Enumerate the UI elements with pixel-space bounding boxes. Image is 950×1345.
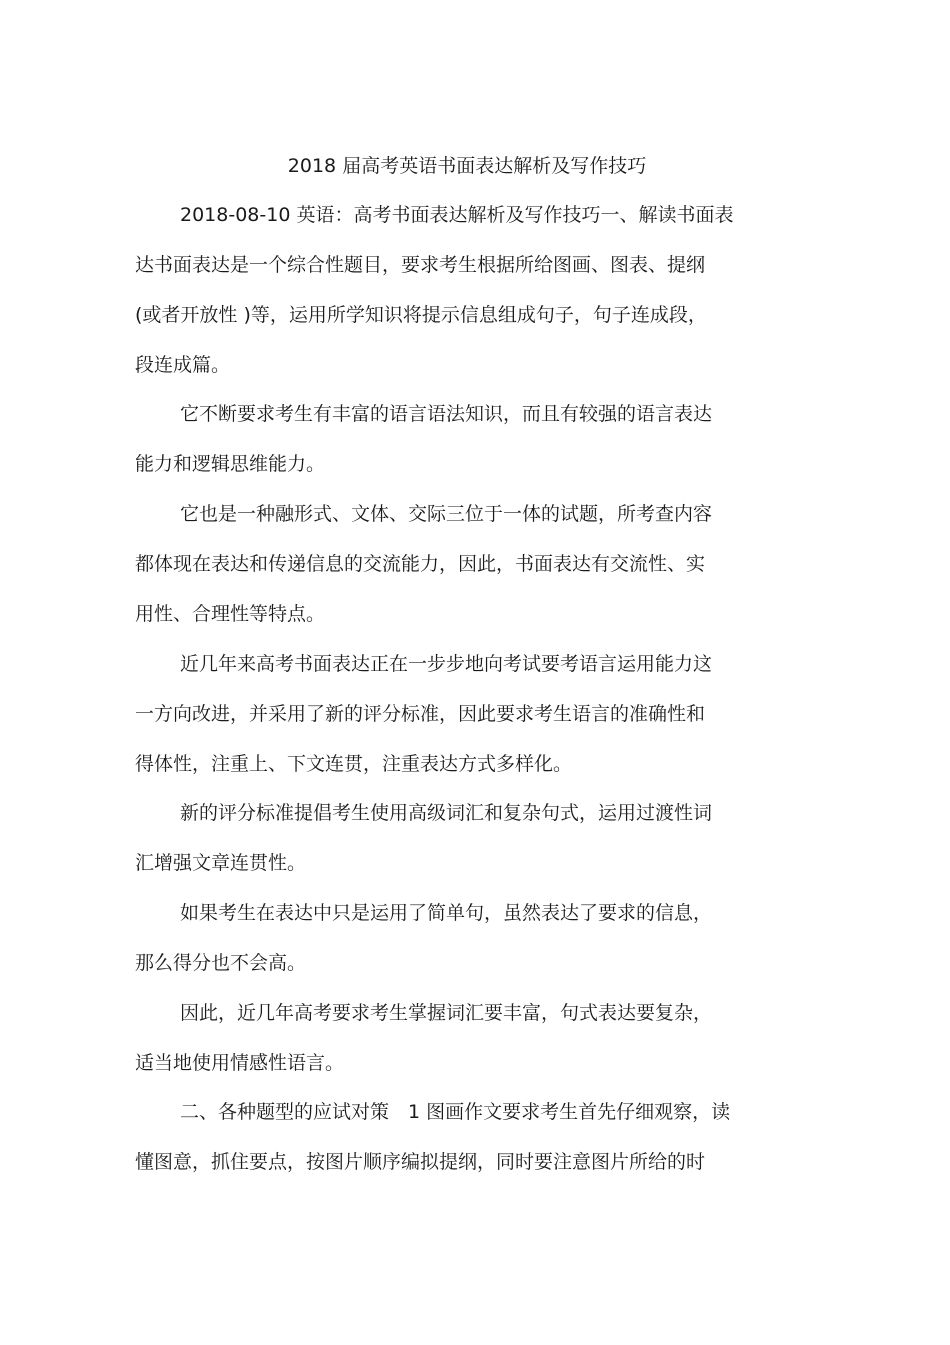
paragraph-6-line-1: 如果考生在表达中只是运用了简单句，虽然表达了要求的信息， <box>180 902 713 924</box>
paragraph-1-line-4: 段连成篇。 <box>135 354 231 376</box>
paragraph-4-line-2: 一方向改进，并采用了新的评分标准，因此要求考生语言的准确性和 <box>135 703 706 725</box>
paragraph-6-line-2: 那么得分也不会高。 <box>135 952 307 974</box>
paragraph-7-line-1: 因此，近几年高考要求考生掌握词汇要丰富，句式表达要复杂， <box>180 1002 713 1024</box>
paragraph-2-line-1: 它不断要求考生有丰富的语言语法知识，而且有较强的语言表达 <box>180 403 713 425</box>
paragraph-3-line-1: 它也是一种融形式、文体、交际三位于一体的试题，所考查内容 <box>180 503 713 525</box>
paragraph-7-line-2: 适当地使用情感性语言。 <box>135 1052 345 1074</box>
paragraph-3-line-3: 用性、合理性等特点。 <box>135 603 326 625</box>
paragraph-3-line-2: 都体现在表达和传递信息的交流能力，因此，书面表达有交流性、实 <box>135 553 706 575</box>
document-title: 2018 届高考英语书面表达解析及写作技巧 <box>287 155 647 177</box>
paragraph-4-line-3: 得体性，注重上、下文连贯，注重表达方式多样化。 <box>135 753 573 775</box>
paragraph-1-line-2: 达书面表达是一个综合性题目，要求考生根据所给图画、图表、提纲 <box>135 254 706 276</box>
paragraph-8-line-1: 二、各种题型的应试对策 1 图画作文要求考生首先仔细观察，读 <box>180 1101 731 1123</box>
paragraph-1-line-3: (或者开放性 )等，运用所学知识将提示信息组成句子，句子连成段， <box>135 304 707 326</box>
paragraph-8-line-2: 懂图意，抓住要点，按图片顺序编拟提纲，同时要注意图片所给的时 <box>135 1151 706 1173</box>
paragraph-5-line-2: 汇增强文章连贯性。 <box>135 852 307 874</box>
paragraph-4-line-1: 近几年来高考书面表达正在一步步地向考试要考语言运用能力这 <box>180 653 713 675</box>
paragraph-1-line-1: 2018-08-10 英语：高考书面表达解析及写作技巧一、解读书面表 <box>180 204 734 226</box>
paragraph-2-line-2: 能力和逻辑思维能力。 <box>135 453 326 475</box>
paragraph-5-line-1: 新的评分标准提倡考生使用高级词汇和复杂句式，运用过渡性词 <box>180 802 713 824</box>
